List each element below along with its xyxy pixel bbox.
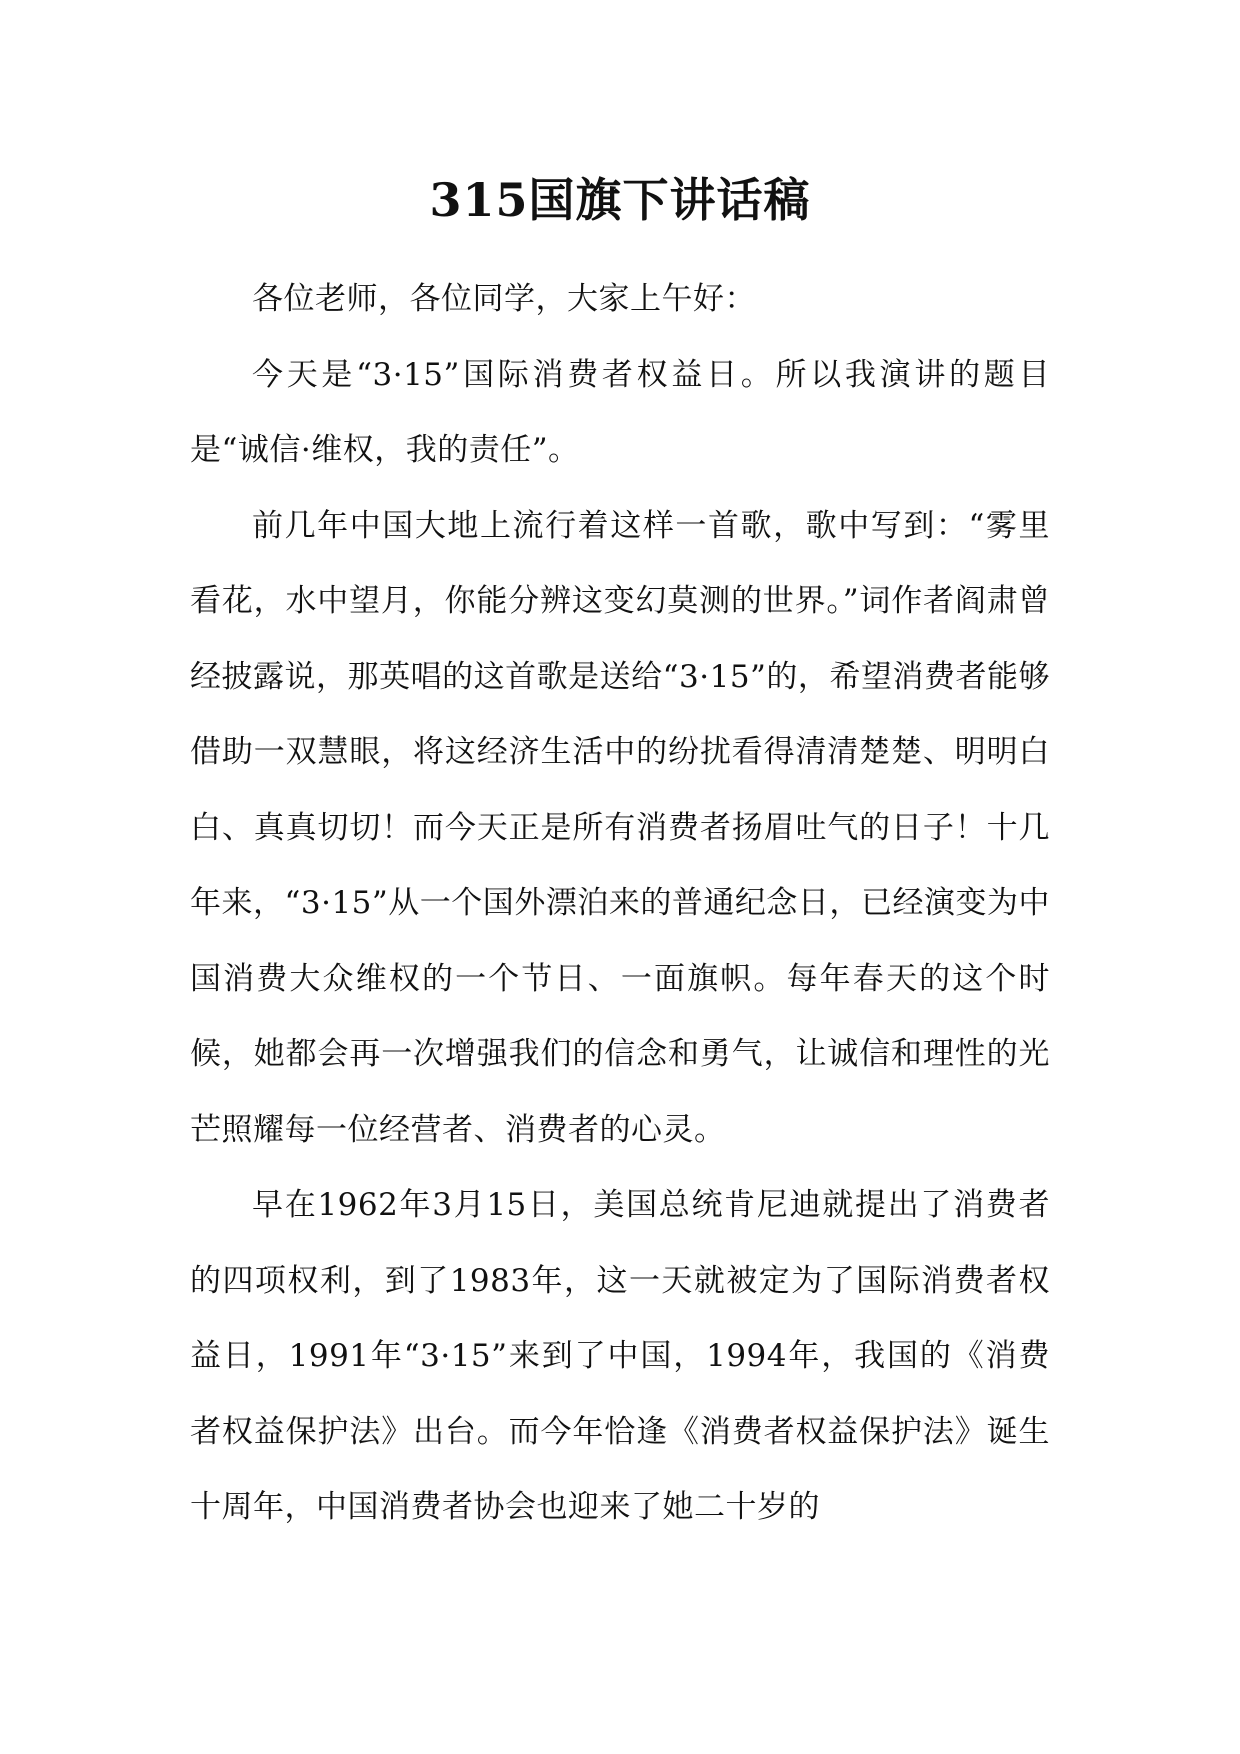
document-body [190,262,1050,1546]
document-title: 315国旗下讲话稿 [429,173,811,227]
paragraph-topic: 今天是“3·15”国际消费者权益日。所以我演讲的题目是“诚信·维权，我的责任”。 [190,356,1050,468]
paragraph-history: 早在1962年3月15日，美国总统肯尼迪就提出了消费者的四项权利，到了1983年，这一天就被定为了国际消费者权益日，1991年“3·15”来到了中国，1994年，我国的《消费者权益保护法》出台。而今年恰逢《消费者权益保护法》诞生十周年，中国消费者协会也迎来了她二十岁的 [190,1187,1050,1525]
paragraph-greeting: 各位老师，各位同学，大家上午好： [252,281,756,317]
paragraph-song: 前几年中国大地上流行着这样一首歌，歌中写到：“雾里看花，水中望月，你能分辨这变幻莫测的世界。”词作者阎肃曾经披露说，那英唱的这首歌是送给“3·15”的，希望消费者能够借助一双慧眼，将这经济生活中的纷扰看得清清楚楚、明明白白、真真切切！而今天正是所有消费者扬眉吐气的日子！十几年来，“3·15”从一个国外漂泊来的普通纪念日，已经演变为中国消费大众维权的一个节日、一面旗帜。每年春天的这个时候，她都会再一次增强我们的信念和勇气，让诚信和理性的光芒照耀每一位经营者、消费者的心灵。 [190,507,1050,1148]
